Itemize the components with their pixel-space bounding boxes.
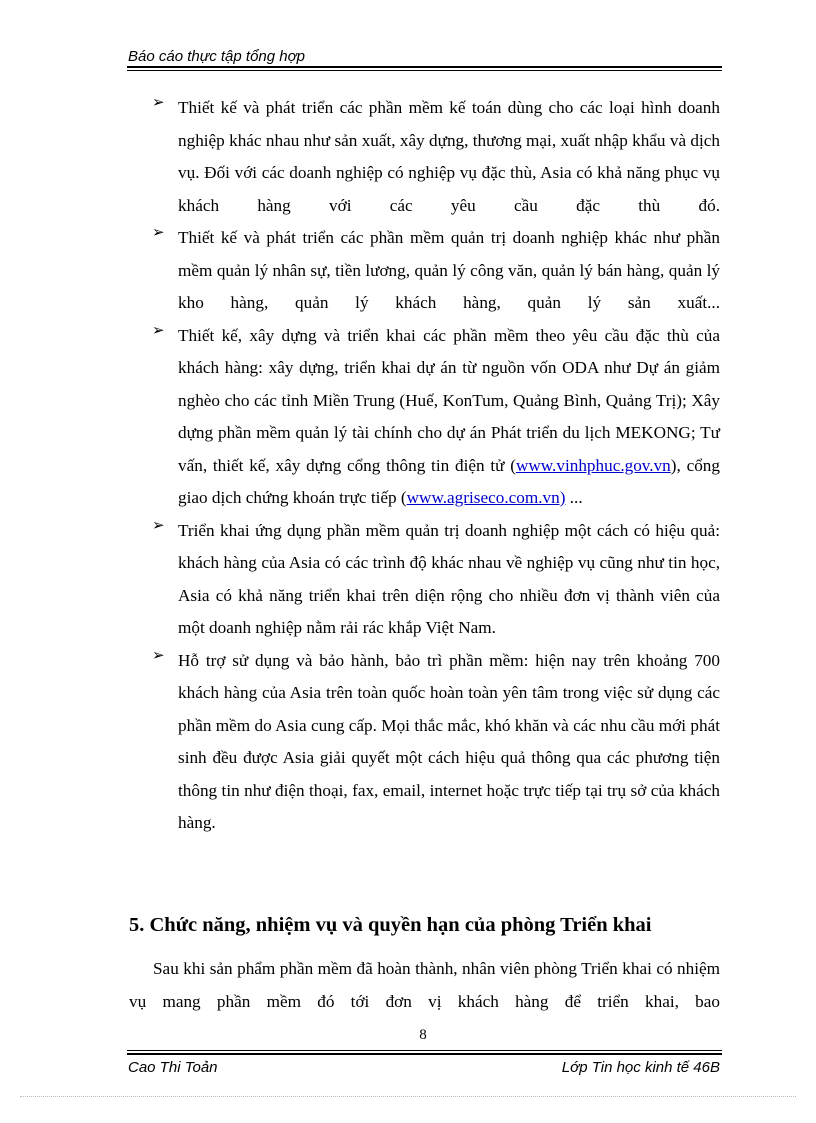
arrow-bullet-icon: ➢ [152,223,165,241]
header-rule-thin [127,70,722,71]
bullet-text: Hỗ trợ sử dụng và bảo hành, bảo trì phần mềm: hiện nay trên khoảng 700 khách hàng của Asia trên toàn quốc hoàn toàn yên tâm trong việc sử dụng các phần mềm do Asia cung cấp. Mọi thắc mắc, khó khăn và các nhu cầu mới phát sinh đều được Asia giải quyết một cách hiệu quả thông qua các phương tiện thông tin như điện thoại, fax, email, internet hoặc trực tiếp tại trụ sở của khách hàng. [178,650,720,832]
bullet-text-part: ), cổng giao dịch chứng khoán trực tiếp ( [178,455,720,507]
header-rule-thick [127,66,722,68]
bullet-list [152,92,720,840]
arrow-bullet-icon: ➢ [152,645,165,664]
section-heading: 5. Chức năng, nhiệm vụ và quyền hạn của phòng Triển khai [129,914,652,936]
header-title: Báo cáo thực tập tổng hợp [128,48,306,65]
section-paragraph: Sau khi sản phẩm phần mềm đã hoàn thành, nhân viên phòng Triển khai có nhiệm vụ mang phần mềm đó tới đơn vị khách hàng để triển khai, bao [129,959,720,1011]
bullet-item [152,515,720,645]
bullet-text [178,320,720,515]
page-number: 8 [419,1027,427,1043]
footer-rule-thick [127,1053,722,1055]
footer-rule-thin [127,1050,722,1051]
arrow-bullet-icon: ➢ [152,515,165,534]
bullet-item [152,645,720,840]
bullet-text: Triển khai ứng dụng phần mềm quản trị doanh nghiệp một cách có hiệu quả: khách hàng của Asia có các trình độ khác nhau về nghiệp vụ cũng như tin học, Asia có khả năng triển khai trên diện rộng cho nhiều đơn vị thành viên của một doanh nghiệp nằm rải rác khắp Việt Nam. [178,520,720,637]
arrow-bullet-icon: ➢ [152,320,165,339]
bullet-text-part: ... [565,488,583,507]
bullet-item [152,320,720,515]
arrow-bullet-icon: ➢ [152,93,165,111]
bullet-text: Thiết kế và phát triển các phần mềm quản trị doanh nghiệp khác như phần mềm quản lý nhân sự, tiền lương, quản lý công văn, quản lý bán hàng, quản lý kho hàng, quản lý khách hàng, quản lý sản xuất... [178,228,720,312]
footer-author: Cao Thi Toản [128,1059,218,1076]
vinhphuc-link[interactable]: www.vinhphuc.gov.vn [515,455,671,475]
bullet-text-part: Thiết kế, xây dựng và triển khai các phần mềm theo yêu cầu đặc thù của khách hàng: xây dựng, triển khai dự án từ nguồn vốn ODA như Dự án giảm nghèo cho các tỉnh Miền Trung (Huế, KonTum, Quảng Bình, Quảng Trị); Xây dựng phần mềm quản lý tài chính cho dự án Phát triển du lịch MEKONG; Tư vấn, thiết kế, xây dựng cổng thông tin điện tử ( [178,325,720,475]
bullet-text: Thiết kế và phát triển các phần mềm kế toán dùng cho các loại hình doanh nghiệp khác nhau như sản xuất, xây dựng, thương mại, xuất nhập khẩu và dịch vụ. Đối với các doanh nghiệp có nghiệp vụ đặc thù, Asia có khả năng phục vụ khách hàng với các yêu cầu đặc thù đó. [178,98,720,215]
agriseco-link[interactable]: www.agriseco.com.vn) [406,488,566,507]
page-bottom-dotted-edge [20,1096,796,1097]
bullet-item [152,222,720,320]
footer-class-name: Lớp Tin học kinh tế 46B [561,1059,720,1076]
bullet-item [152,92,720,222]
